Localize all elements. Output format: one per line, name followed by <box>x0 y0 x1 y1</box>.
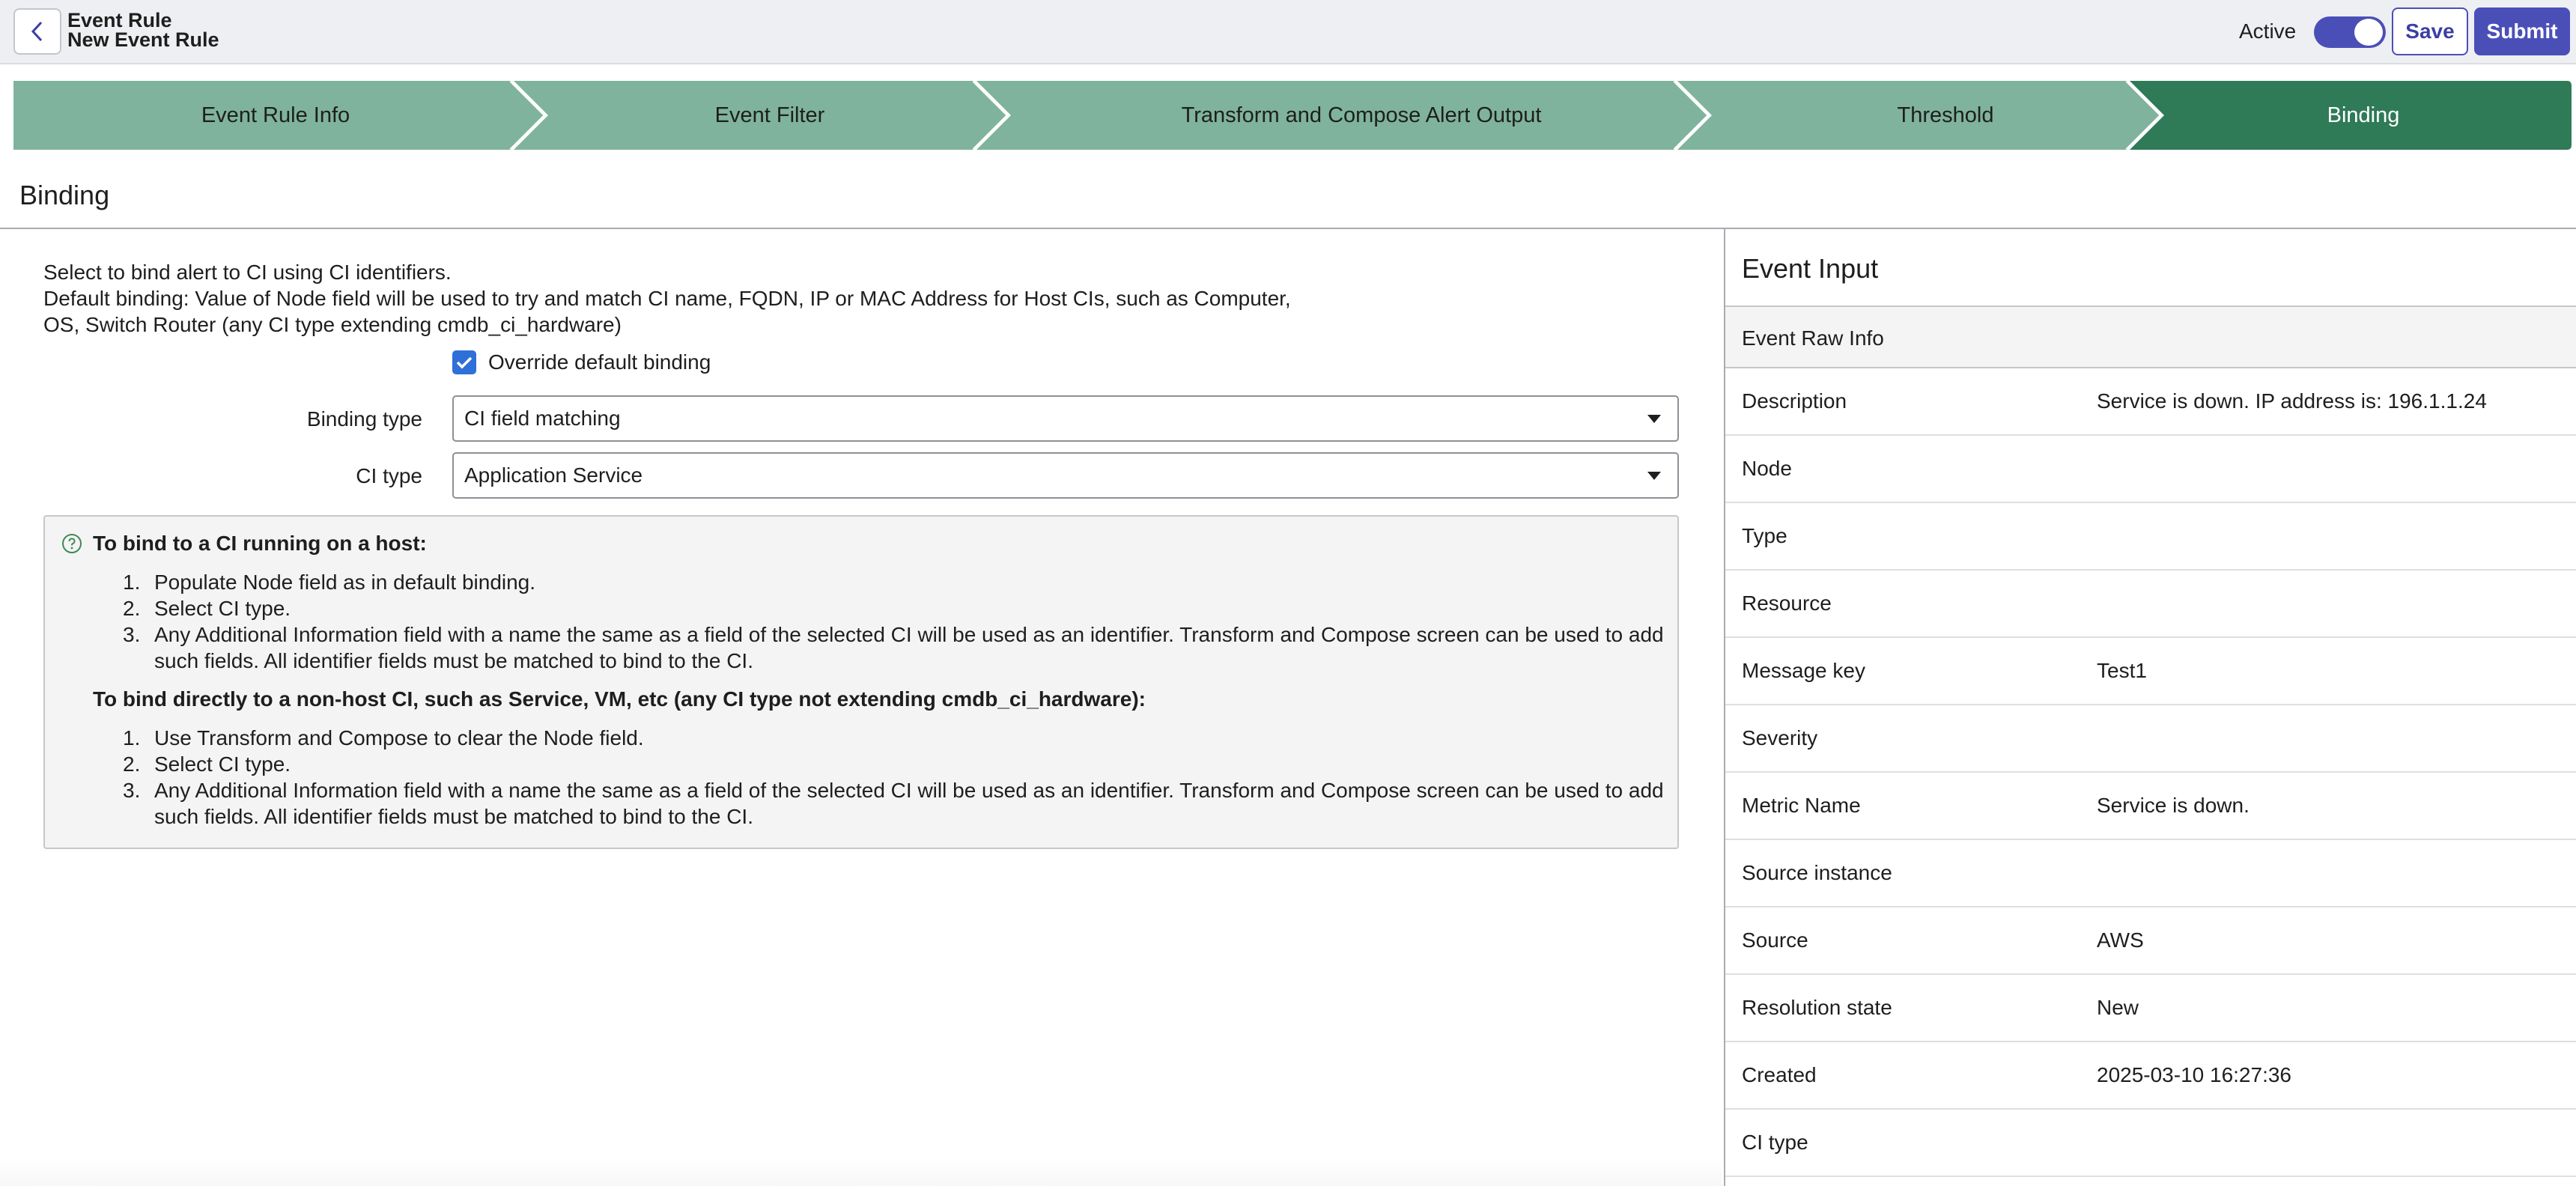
override-binding-row <box>452 350 711 374</box>
back-button[interactable] <box>13 8 61 55</box>
row-key: Metric Name <box>1742 794 1861 817</box>
row-key: Source <box>1742 928 1808 952</box>
list-number: 1. <box>123 726 141 749</box>
override-binding-checkbox[interactable] <box>452 350 476 374</box>
save-button[interactable]: Save <box>2392 7 2468 55</box>
list-number: 3. <box>123 779 141 802</box>
step-event-rule-info[interactable]: Event Rule Info <box>201 103 350 127</box>
table-row <box>1725 1110 2576 1177</box>
list-item <box>123 751 1703 777</box>
chevron-left-icon <box>29 20 46 43</box>
row-value: Service is down. IP address is: 196.1.1.24 <box>2097 389 2487 413</box>
step-transform-compose[interactable]: Transform and Compose Alert Output <box>1181 103 1542 127</box>
list-item <box>123 621 1703 674</box>
desc-line: Select to bind alert to CI using CI identifiers. <box>43 261 452 284</box>
binding-type-value: CI field matching <box>464 407 621 430</box>
list-item <box>123 777 1703 830</box>
list-item <box>123 595 1703 621</box>
list-text: Any Additional Information field with a name the same as a field of the selected CI will be used as an identifier. Transform and Compose screen can be used to add such fields. All identifier fields must be matched to bind to the CI. <box>154 623 1664 672</box>
ci-type-select[interactable] <box>452 452 1679 499</box>
row-key: Created <box>1742 1063 1817 1086</box>
table-row <box>1725 840 2576 907</box>
list-item <box>123 725 1703 751</box>
override-binding-label: Override default binding <box>488 350 711 374</box>
top-header <box>0 0 2576 64</box>
help-list-non-host <box>123 725 1703 830</box>
table-row <box>1725 975 2576 1042</box>
row-key: Type <box>1742 524 1787 547</box>
step-threshold[interactable]: Threshold <box>1897 103 1994 127</box>
toggle-knob <box>2353 17 2384 47</box>
wizard-stepper <box>13 81 2572 150</box>
row-key: Message key <box>1742 659 1865 682</box>
list-text: Any Additional Information field with a name the same as a field of the selected CI will be used as an identifier. Transform and Compose screen can be used to add such fields. All identifier fields must be matched to bind to the CI. <box>154 779 1664 828</box>
help-heading-non-host: To bind directly to a non-host CI, such as Service, VM, etc (any CI type not extending cmdb_ci_hardware): <box>93 687 1146 711</box>
row-value: 2025-03-10 16:27:36 <box>2097 1063 2291 1086</box>
list-number: 2. <box>123 597 141 620</box>
step-binding[interactable]: Binding <box>2327 103 2400 127</box>
table-row <box>1725 638 2576 705</box>
binding-help-box <box>43 515 1679 849</box>
row-key: Source instance <box>1742 861 1892 884</box>
list-text: Populate Node field as in default binding. <box>154 571 536 594</box>
row-key: Node <box>1742 457 1792 480</box>
active-toggle[interactable] <box>2314 16 2386 48</box>
list-number: 3. <box>123 623 141 646</box>
binding-type-label: Binding type <box>306 407 422 431</box>
event-raw-info-label: Event Raw Info <box>1742 326 1884 350</box>
list-text: Select CI type. <box>154 752 291 776</box>
row-key: Resource <box>1742 592 1832 615</box>
table-row <box>1725 705 2576 773</box>
row-key: CI type <box>1742 1131 1808 1154</box>
desc-line: OS, Switch Router (any CI type extending cmdb_ci_hardware) <box>43 313 622 336</box>
table-row <box>1725 436 2576 503</box>
ci-type-value: Application Service <box>464 463 643 487</box>
desc-line: Default binding: Value of Node field will be used to try and match CI name, FQDN, IP or MAC Address for Host CIs, such as Computer, <box>43 287 1291 310</box>
help-circle-icon <box>61 533 82 554</box>
list-text: Select CI type. <box>154 597 291 620</box>
row-value: AWS <box>2097 928 2144 952</box>
row-value: New <box>2097 996 2139 1019</box>
record-type-label: Event Rule <box>67 9 172 31</box>
help-heading-host: To bind to a CI running on a host: <box>93 532 427 555</box>
row-value: Test1 <box>2097 659 2147 682</box>
help-list-host <box>123 569 1703 674</box>
table-row <box>1725 1042 2576 1110</box>
dropdown-arrow-icon <box>1647 415 1661 423</box>
row-value: Service is down. <box>2097 794 2250 817</box>
table-row <box>1725 907 2576 975</box>
list-text: Use Transform and Compose to clear the Node field. <box>154 726 644 749</box>
submit-button[interactable]: Submit <box>2474 7 2570 55</box>
list-number: 1. <box>123 571 141 594</box>
list-item <box>123 569 1703 595</box>
active-label: Active <box>2239 19 2297 43</box>
table-row <box>1725 368 2576 436</box>
record-title <box>67 10 219 49</box>
table-row <box>1725 571 2576 638</box>
table-row <box>1725 773 2576 840</box>
event-input-title: Event Input <box>1742 253 1879 284</box>
row-key: Description <box>1742 389 1847 413</box>
ci-type-label: CI type <box>356 464 422 487</box>
dropdown-arrow-icon <box>1647 472 1661 480</box>
step-event-filter[interactable]: Event Filter <box>714 103 825 127</box>
list-number: 2. <box>123 752 141 776</box>
checkmark-icon <box>456 356 473 369</box>
record-name-label: New Event Rule <box>67 28 219 51</box>
footer-shade <box>0 1159 1722 1186</box>
event-input-panel <box>1724 229 2576 1186</box>
row-key: Severity <box>1742 726 1818 749</box>
section-title: Binding <box>19 180 110 210</box>
row-key: Resolution state <box>1742 996 1892 1019</box>
table-row <box>1725 503 2576 571</box>
binding-type-select[interactable] <box>452 395 1679 442</box>
binding-description <box>43 259 1346 338</box>
event-raw-info-header <box>1725 305 2576 368</box>
